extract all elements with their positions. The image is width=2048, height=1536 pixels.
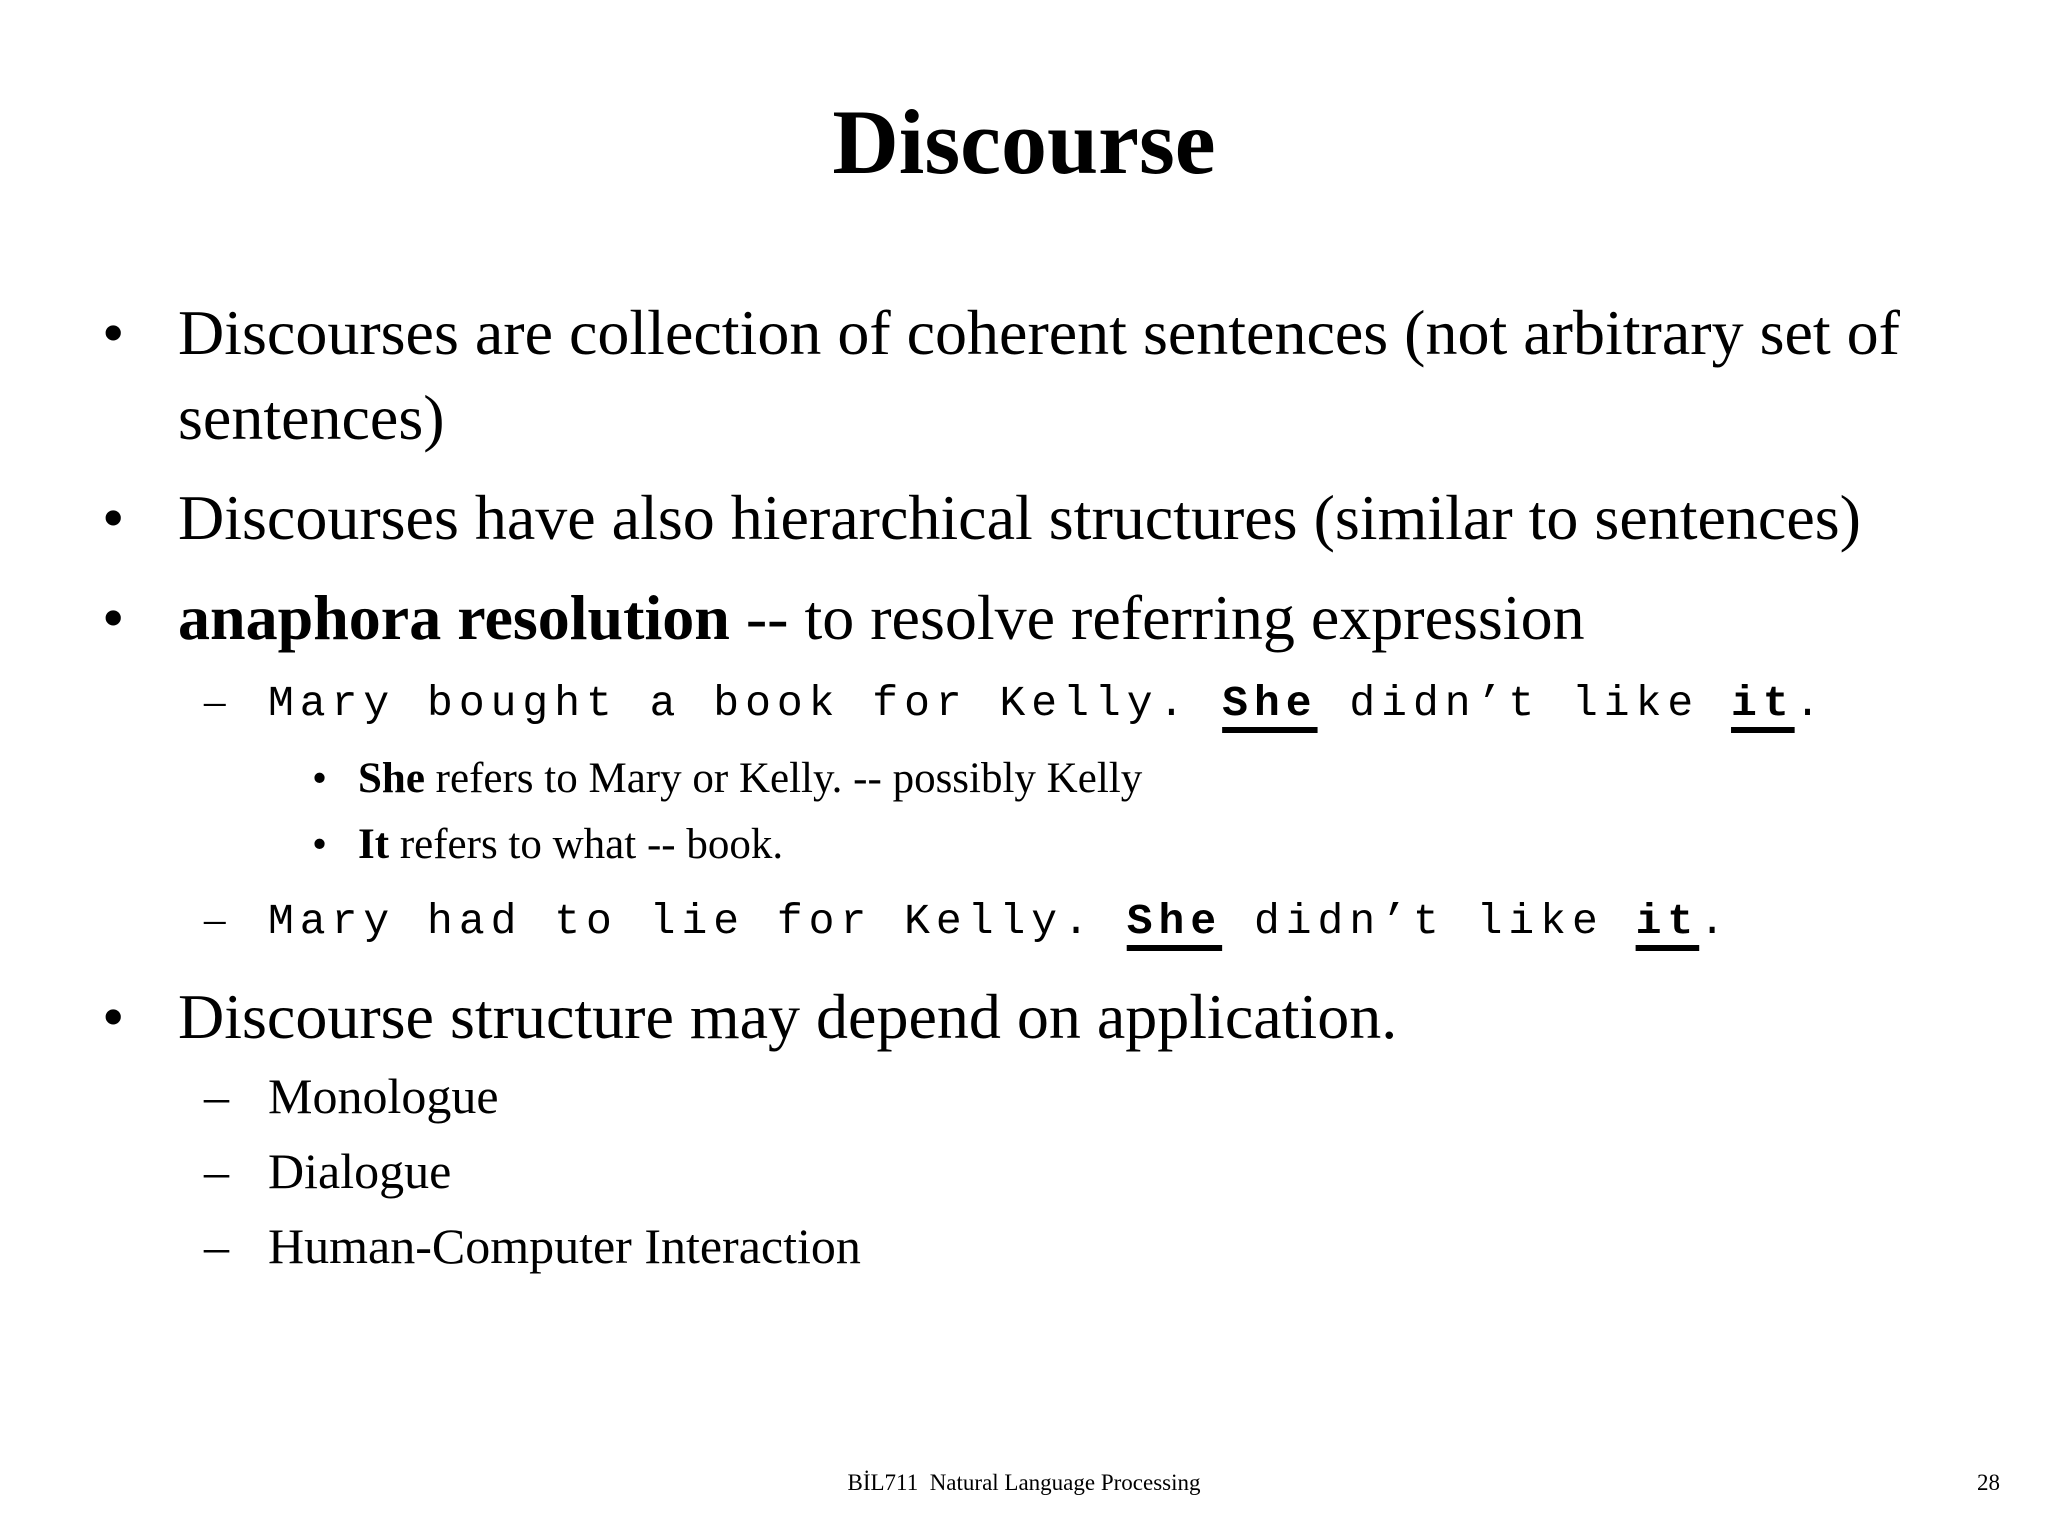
bullet-text: Discourses have also hierarchical structures (similar to sentences) (178, 482, 1861, 553)
bullet-bold-term: anaphora resolution (178, 582, 730, 653)
bullet-text: -- to resolve referring expression (729, 582, 1585, 653)
note-bold-term: It (358, 821, 390, 868)
dash-icon: – (204, 1218, 229, 1274)
note-text: refers to what -- book. (389, 821, 784, 868)
bullet-icon: • (102, 297, 125, 368)
bullet-item (102, 475, 2018, 560)
example-text: didn’t like (1317, 679, 1732, 728)
bullet-text: Discourses are collection of coherent sentences (not arbitrary set of sentences) (178, 297, 1900, 453)
bullet-item (102, 290, 2018, 460)
example-note (312, 746, 2048, 812)
bullet-icon: • (102, 482, 125, 553)
bullet-icon: • (102, 981, 125, 1052)
sub-item-text: Dialogue (268, 1143, 452, 1199)
sub-item (204, 1059, 2048, 1134)
sub-item-text: Monologue (268, 1068, 499, 1124)
example-text: Mary had to lie for Kelly. (268, 897, 1127, 946)
bullet-item (102, 974, 2018, 1059)
example-text: Mary bought a book for Kelly. (268, 679, 1223, 728)
sub-item (204, 1209, 2048, 1284)
note-text: refers to Mary or Kelly. -- possibly Kelly (424, 755, 1143, 802)
dash-icon: – (204, 1068, 229, 1124)
dash-icon: – (204, 678, 226, 725)
example-it: it (1731, 679, 1795, 728)
example-note (312, 812, 2048, 878)
example-she: She (1126, 897, 1223, 946)
note-bold-term: She (358, 755, 425, 802)
bullet-icon: • (102, 582, 125, 653)
sub-item-text: Human-Computer Interaction (268, 1218, 861, 1274)
dash-icon: – (204, 896, 226, 943)
example-text: . (1699, 897, 1732, 946)
slide-title: Discourse (832, 91, 1216, 193)
example-it: it (1635, 897, 1700, 946)
example-text: . (1794, 679, 1827, 728)
footer-course: BİL711 Natural Language Processing (847, 1470, 1201, 1495)
sub-item (204, 1134, 2048, 1209)
example-text: didn’t like (1222, 897, 1636, 946)
bullet-item (102, 575, 2018, 660)
slide-content (0, 290, 2048, 1284)
example-sentence (204, 878, 2048, 964)
bullet-text: Discourse structure may depend on application. (178, 981, 1398, 1052)
example-sentence (204, 660, 2048, 746)
example-she: She (1222, 679, 1318, 728)
bullet-icon: • (312, 755, 328, 802)
bullet-icon: • (312, 821, 328, 868)
dash-icon: – (204, 1143, 229, 1199)
page-number: 28 (1977, 1470, 2000, 1495)
